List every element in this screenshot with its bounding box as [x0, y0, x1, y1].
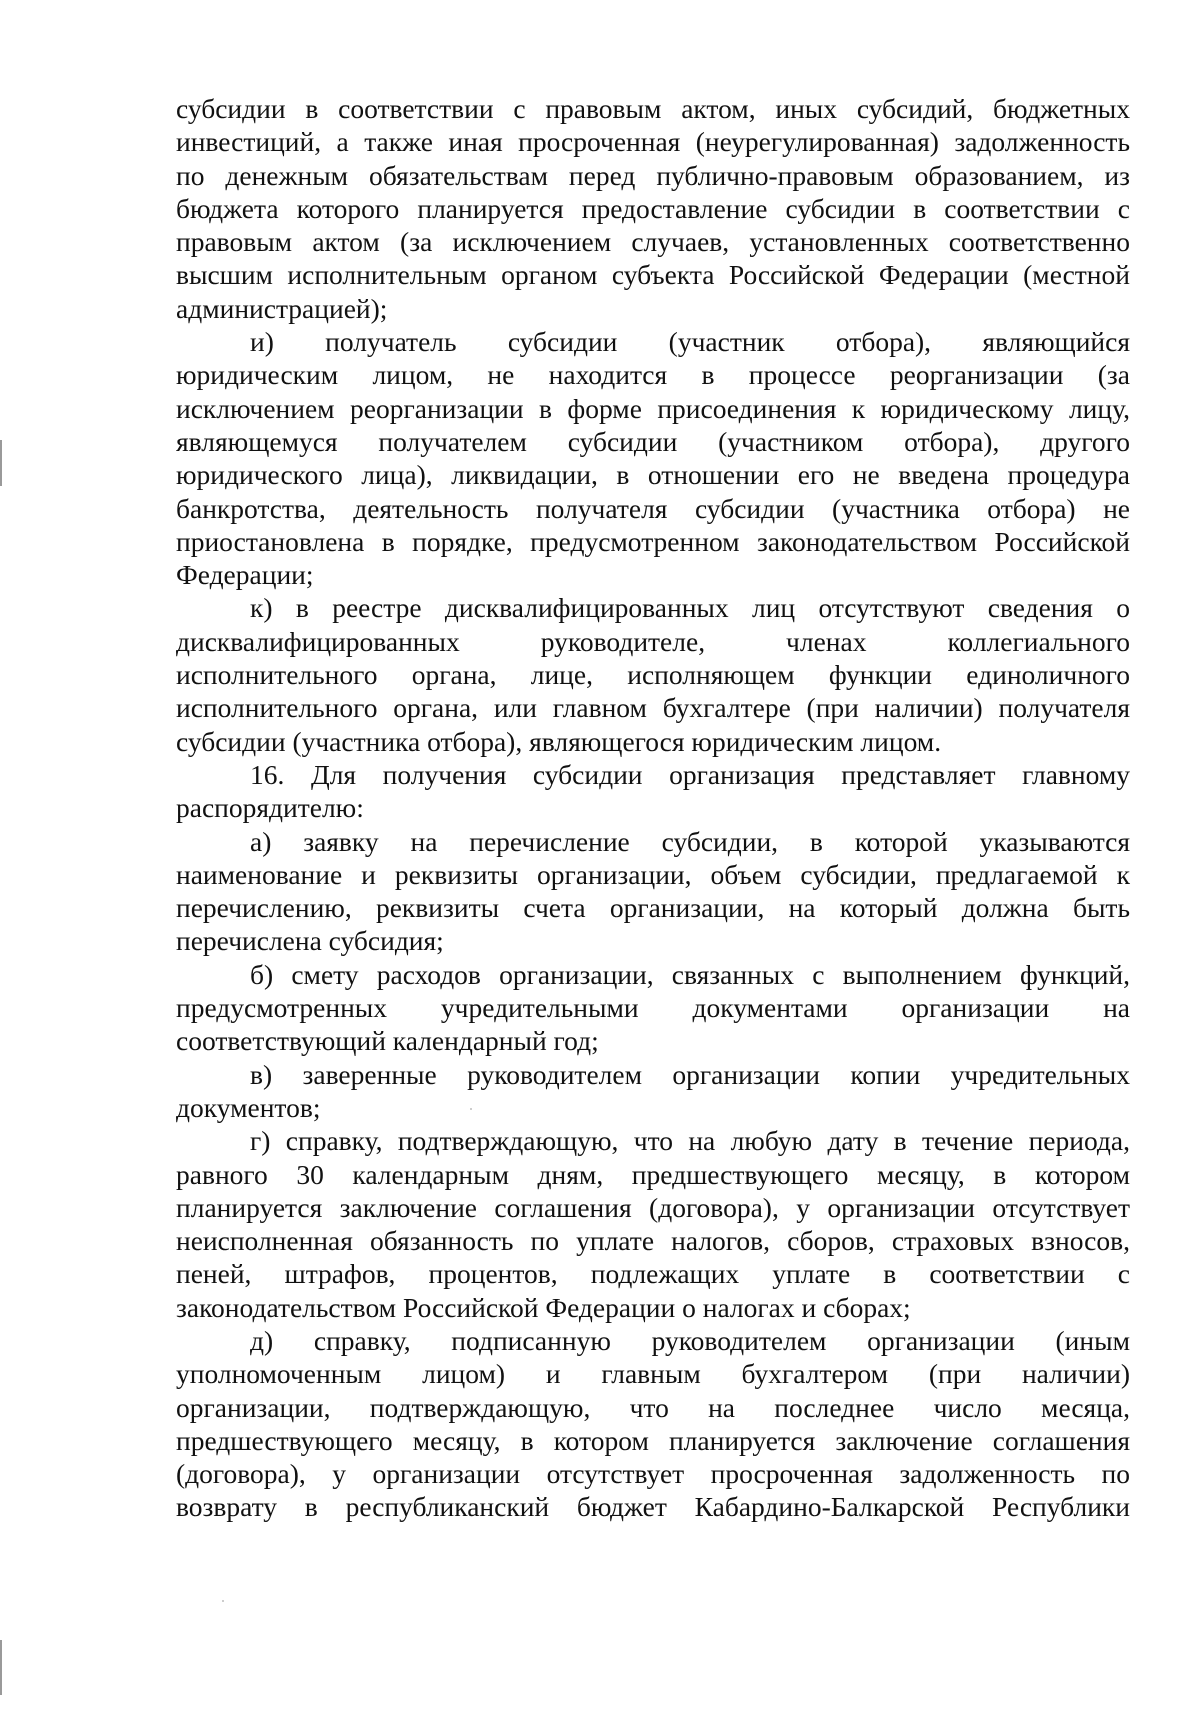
text-line: (договора), у организации отсутствует просроченная задолженность по — [176, 1458, 1130, 1490]
text-line: администрацией); — [176, 292, 388, 324]
text-line: неисполненная обязанность по уплате налогов, сборов, страховых взносов, — [176, 1225, 1130, 1257]
text-line: юридическим лицом, не находится в процессе реорганизации (за — [176, 359, 1130, 391]
text-line: приостановлена в порядке, предусмотренном законодательством Российской — [176, 525, 1130, 557]
text-line: являющемуся получателем субсидии (участником отбора), другого — [176, 425, 1130, 457]
text-line: наименование и реквизиты организации, объем субсидии, предлагаемой к — [176, 858, 1130, 890]
document-body — [176, 92, 1130, 1524]
text-line: в) заверенные руководителем организации копии учредительных — [250, 1058, 1130, 1090]
text-line: организации, подтверждающую, что на последнее число месяца, — [176, 1391, 1130, 1423]
text-line: соответствующий календарный год; — [176, 1025, 599, 1057]
text-line: а) заявку на перечисление субсидии, в которой указываются — [250, 825, 1130, 857]
text-line: законодательством Российской Федерации о налогах и сборах; — [176, 1291, 911, 1323]
text-line: предусмотренных учредительными документами организации на — [176, 992, 1130, 1024]
text-line: юридического лица), ликвидации, в отношении его не введена процедура — [176, 459, 1130, 491]
scan-margin-mark — [0, 440, 2, 486]
text-line: перечислению, реквизиты счета организации, на который должна быть — [176, 892, 1130, 924]
text-line: высшим исполнительным органом субъекта Российской Федерации (местной — [176, 259, 1130, 291]
text-line: и) получатель субсидии (участник отбора), являющийся — [250, 326, 1130, 358]
scan-margin-mark — [0, 1640, 2, 1695]
text-line: распорядителю: — [176, 792, 364, 824]
scan-speck — [222, 1600, 224, 1602]
text-line: по денежным обязательствам перед публично-правовым образованием, из — [176, 159, 1130, 191]
text-line: исполнительного органа, лице, исполняющем функции единоличного — [176, 659, 1130, 691]
text-line: д) справку, подписанную руководителем организации (иным — [250, 1324, 1130, 1356]
text-line: правовым актом (за исключением случаев, установленных соответственно — [176, 226, 1130, 258]
text-line: перечислена субсидия; — [176, 925, 444, 957]
text-line: исключением реорганизации в форме присоединения к юридическому лицу, — [176, 392, 1130, 424]
text-line: документов; — [176, 1091, 321, 1123]
text-line: 16. Для получения субсидии организация представляет главному — [250, 758, 1130, 790]
text-line: банкротства, деятельность получателя субсидии (участника отбора) не — [176, 492, 1130, 524]
text-line: равного 30 календарным дням, предшествующего месяцу, в котором — [176, 1158, 1130, 1190]
text-line: инвестиций, а также иная просроченная (неурегулированная) задолженность — [176, 126, 1130, 158]
text-line: предшествующего месяцу, в котором планируется заключение соглашения — [176, 1424, 1130, 1456]
text-line: бюджета которого планируется предоставление субсидии в соответствии с — [176, 192, 1130, 224]
text-line: уполномоченным лицом) и главным бухгалтером (при наличии) — [176, 1358, 1130, 1390]
text-line: г) справку, подтверждающую, что на любую дату в течение периода, — [250, 1125, 1130, 1157]
text-line: субсидии в соответствии с правовым актом, иных субсидий, бюджетных — [176, 93, 1130, 124]
text-line: к) в реестре дисквалифицированных лиц отсутствуют сведения о — [250, 592, 1130, 624]
text-line: субсидии (участника отбора), являющегося юридическим лицом. — [176, 725, 942, 757]
text-line: планируется заключение соглашения (договора), у организации отсутствует — [176, 1191, 1130, 1223]
text-line: б) смету расходов организации, связанных с выполнением функций, — [250, 958, 1130, 990]
text-line: пеней, штрафов, процентов, подлежащих уплате в соответствии с — [176, 1258, 1130, 1290]
text-line: Федерации; — [176, 559, 314, 591]
text-line: дисквалифицированных руководителе, членах коллегиального — [176, 625, 1130, 657]
text-line: возврату в республиканский бюджет Кабардино-Балкарской Республики — [176, 1491, 1130, 1523]
text-line: исполнительного органа, или главном бухгалтере (при наличии) получателя — [176, 692, 1130, 724]
